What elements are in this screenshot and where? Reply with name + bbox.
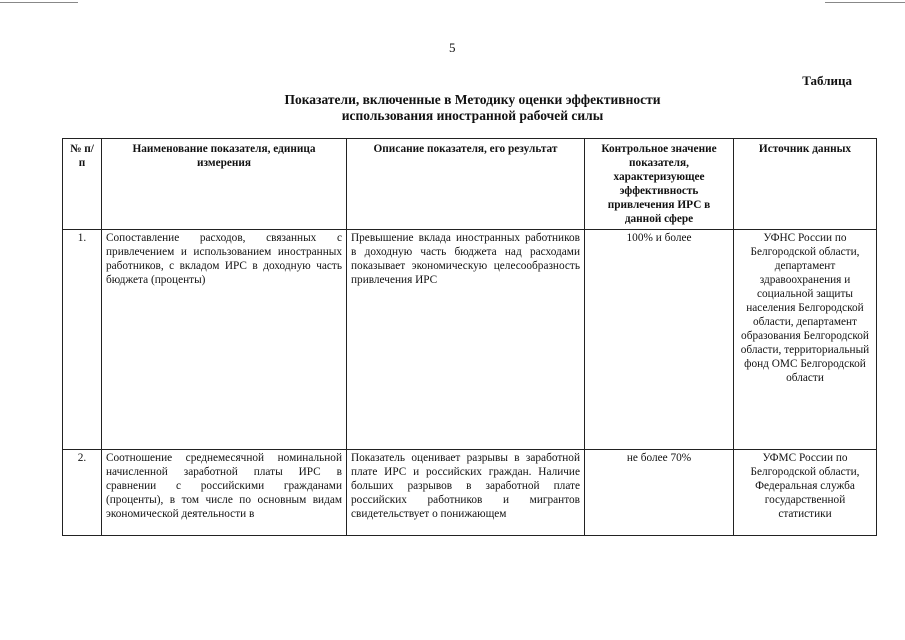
scan-edge-line-left <box>0 2 78 3</box>
table-header-row <box>63 139 877 230</box>
indicators-table <box>62 138 877 536</box>
table-label: Таблица <box>802 73 852 88</box>
document-title-line-2: использования иностранной рабочей силы <box>341 108 604 123</box>
header-control-value: Контрольное значение показателя, характеризующее эффективность привлечения ИРС в данной сфере <box>585 139 734 230</box>
document-title-line-1: Показатели, включенные в Методику оценки эффективности <box>284 92 661 107</box>
row-number: 1. <box>63 230 102 450</box>
indicator-description: Превышение вклада иностранных работников в доходную часть бюджета над расходами показывает экономическую целесообразность привлечения ИРС <box>347 230 585 450</box>
indicator-description: Показатель оценивает разрывы в заработной плате ИРС и российских граждан. Наличие больших разрывов в заработной плате российских работников и мигрантов свидетельствует о понижающем <box>347 450 585 536</box>
data-source: УФМС России по Белгородской области, Федеральная служба государственной статистики <box>734 450 877 536</box>
data-source: УФНС России по Белгородской области, департамент здравоохранения и социальной защиты населения Белгородской области, департамент образования Белгородской области, территориальный фонд ОМС Белгородской области <box>734 230 877 450</box>
control-value: не более 70% <box>585 450 734 536</box>
header-num: № п/п <box>63 139 102 230</box>
page-number: 5 <box>449 40 456 55</box>
indicator-name: Сопоставление расходов, связанных с привлечением и использованием иностранных работников, с вкладом ИРС в доходную часть бюджета (проценты) <box>102 230 347 450</box>
scan-edge-line-right <box>825 2 905 3</box>
indicator-name: Соотношение среднемесячной номинальной начисленной заработной платы ИРС в сравнении с российскими гражданами (проценты), в том числе по основным видам экономической деятельности в <box>102 450 347 536</box>
header-source: Источник данных <box>734 139 877 230</box>
row-number: 2. <box>63 450 102 536</box>
table-row <box>63 230 877 450</box>
table-row <box>63 450 877 536</box>
header-description: Описание показателя, его результат <box>347 139 585 230</box>
control-value: 100% и более <box>585 230 734 450</box>
header-name: Наименование показателя, единица измерения <box>102 139 347 230</box>
